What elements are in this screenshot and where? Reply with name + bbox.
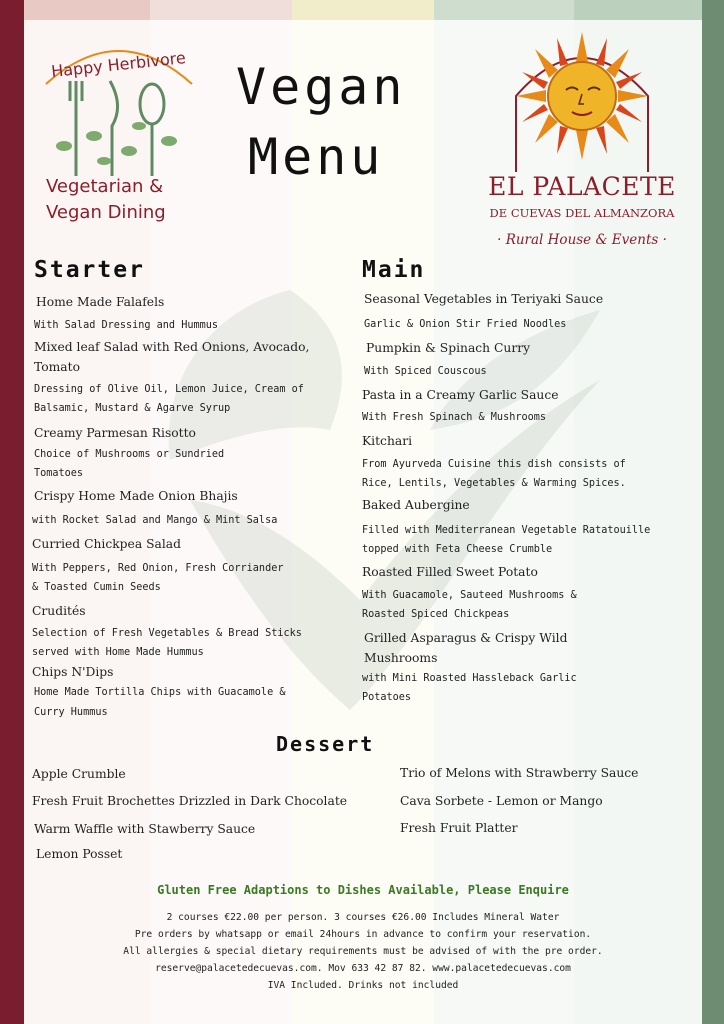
starter-item-desc: Tomatoes [34,468,84,479]
main-item-name: Mushrooms [364,651,438,665]
starter-item-desc: With Peppers, Red Onion, Fresh Corriander [32,563,284,574]
pricing-line: 2 courses €22.00 per person. 3 courses €26.00 Includes Mineral Water [166,912,560,923]
starter-item-desc: & Toasted Cumin Seeds [32,582,161,593]
starter-item-desc: Choice of Mushrooms or Sundried [34,449,225,460]
starter-item-desc: Home Made Tortilla Chips with Guacamole & [34,687,286,698]
main-item-name: Pasta in a Creamy Garlic Sauce [362,388,559,402]
iva-line: IVA Included. Drinks not included [267,980,459,991]
starter-item-name: Chips N'Dips [32,665,114,679]
dessert-item: Fresh Fruit Brochettes Drizzled in Dark Chocolate [32,794,348,808]
allergy-line: All allergies & special dietary requirements must be advised of with the pre order. [123,946,603,957]
main-item-desc: With Fresh Spinach & Mushrooms [362,412,547,423]
main-item-desc: From Ayurveda Cuisine this dish consists of [362,459,626,470]
main-item-name: Baked Aubergine [362,498,470,512]
logo-right-subtitle: DE CUEVAS DEL ALMANZORA [489,206,675,220]
logo-el-palacete [474,26,690,266]
starter-item-desc: Balsamic, Mustard & Agarve Syrup [34,403,231,414]
main-item-desc: topped with Feta Cheese Crumble [362,544,553,555]
main-item-desc: Garlic & Onion Stir Fried Noodles [364,319,567,330]
title-line-1: Vegan [236,58,407,116]
main-item-desc: With Guacamole, Sauteed Mushrooms & [362,590,577,601]
logo-happy-herbivore [34,26,204,236]
starter-item-desc: Selection of Fresh Vegetables & Bread Sticks [32,628,302,639]
main-item-name: Roasted Filled Sweet Potato [362,565,538,579]
starter-item-name: Mixed leaf Salad with Red Onions, Avocado, [34,340,310,354]
logo-right-name: EL PALACETE [488,172,676,201]
dessert-item: Fresh Fruit Platter [400,821,518,835]
starter-item-desc: Dressing of Olive Oil, Lemon Juice, Cream of [34,384,304,395]
stripe-red [0,0,24,1024]
starter-item-desc: With Salad Dressing and Hummus [34,320,219,331]
starter-item-desc: Curry Hummus [34,707,108,718]
main-item-desc: Filled with Mediterranean Vegetable Ratatouille [362,525,651,536]
starter-item-name: Crudités [32,604,86,618]
starter-item-name: Curried Chickpea Salad [32,537,181,551]
sun-face-icon [502,26,662,174]
contact-line: reserve@palacetedecuevas.com. Mov 633 42 87 82. www.palacetedecuevas.com [155,963,571,974]
starter-item-name: Creamy Parmesan Risotto [34,426,196,440]
main-item-name: Grilled Asparagus & Crispy Wild [364,631,568,645]
preorder-line: Pre orders by whatsapp or email 24hours in advance to confirm your reservation. [134,929,592,940]
title-line-2: Menu [248,128,385,186]
logo-left-tagline-1: Vegetarian & [46,176,164,197]
main-item-name: Pumpkin & Spinach Curry [366,341,531,355]
dessert-item: Trio of Melons with Strawberry Sauce [400,766,639,780]
starter-item-desc: with Rocket Salad and Mango & Mint Salsa [32,515,278,526]
svg-text:Happy Herbivore: Happy Herbivore [50,48,187,82]
starter-heading: Starter [34,257,145,283]
main-item-name: Seasonal Vegetables in Teriyaki Sauce [364,292,604,306]
main-item-name: Kitchari [362,434,413,448]
main-item-desc: Rice, Lentils, Vegetables & Warming Spices. [362,478,626,489]
gluten-free-note: Gluten Free Adaptions to Dishes Available, Please Enquire [157,883,569,897]
dessert-item: Lemon Posset [36,847,123,861]
main-heading: Main [362,257,426,283]
main-item-desc: Roasted Spiced Chickpeas [362,609,510,620]
dessert-item: Cava Sorbete - Lemon or Mango [400,794,603,808]
cutlery-leaf-icon [34,26,204,186]
footer-notes [24,909,702,994]
dessert-heading: Dessert [276,732,375,756]
main-item-desc: Potatoes [362,692,412,703]
logo-right-tagline: · Rural House & Events · [497,232,667,248]
stripe-dark-green [702,0,724,1024]
starter-item-name: Crispy Home Made Onion Bhajis [34,489,238,503]
starter-item-desc: served with Home Made Hummus [32,647,204,658]
starter-item-name: Tomato [34,360,80,374]
main-item-desc: With Spiced Couscous [364,366,487,377]
starter-item-name: Home Made Falafels [36,295,165,309]
dessert-item: Apple Crumble [32,767,126,781]
logo-left-tagline-2: Vegan Dining [46,202,166,223]
main-item-desc: with Mini Roasted Hassleback Garlic [362,673,577,684]
dessert-item: Warm Waffle with Stawberry Sauce [34,822,256,836]
